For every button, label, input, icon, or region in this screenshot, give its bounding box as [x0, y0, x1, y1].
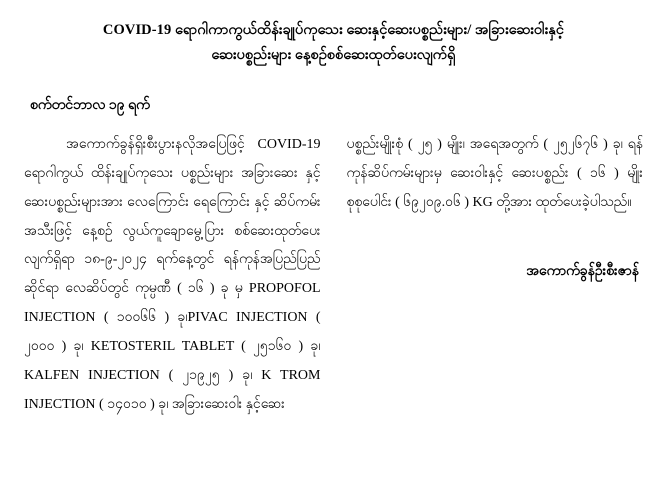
right-column [347, 131, 644, 419]
left-column-paragraph: အကောက်ခွန်ရှိးစီးပွားနလိုအပြေဖြင့် COVID-19 ရောဂါကွယ် ထိန်းချုပ်ကုသေး ပစ္စည်းများ အခြားဆေး နှင့် ဆေးပစ္စည်းများအား လေကြောင်း ရေကြောင်း နှင့် ဆိပ်ကမ်းအသီးဖြင့် နေ့စဥ် လွယ်ကူချောမွေ့ပြား စစ်ဆေးထုတ်ပေးလျက်ရှိရာ ၁၈-၉-၂၀၂၄ ရက်နေ့တွင် ရန်ကုန်အပြည်ပြည်ဆိုင်ရာ လေဆိပ်တွင် ကုမ္ပဏီ ( ၁၆ ) ခု မှ PROPOFOL INJECTION ( ၁၀၀၆၆ ) ခု၊PIVAC INJECTION ( ၂၀၀၀ ) ခု၊ KETOSTERIL TABLET ( ၂၅၁၆၀ ) ခု၊ KALFEN INJECTION ( ၂၁၉၂၅ ) ခု၊ K TROM INJECTION ( ၁၄၀၁၀ ) ခု၊ အခြားဆေးဝါး နှင့်ဆေး [24, 137, 321, 412]
right-column-paragraph: ပစ္စည်းမျိုးစုံ ( ၂၅ ) မျိုး၊ အရေအတွက် ( ၂၅၂၆၇၆ ) ခု၊ ရန်ကုန်ဆိပ်ကမ်းများမှ ဆေးဝါးနှင့် ဆေးပစ္စည်း ( ၁၆ ) မျိုး စုစုပေါင်း ( ၆၉၂၀၉.၀၆ ) KG တို့အား ထုတ်ပေးခဲ့ပါသည်။ [346, 137, 643, 210]
body-columns [24, 131, 643, 419]
page-title [28, 18, 640, 69]
title-line-1: COVID-19 ရောဂါကာကွယ်ထိန်းချုပ်ကုသေး ဆေးနှင့်ဆေးပစ္စည်းများ/ အခြားဆေးဝါးနှင့် [102, 22, 565, 38]
title-line-2: ဆေးပစ္စည်းများ နေ့စဥ်စစ်ဆေးထုတ်ပေးလျက်ရှိ [211, 47, 456, 64]
signature-line: အကောက်ခွန်ဦးစီးဇာန် [526, 263, 639, 279]
left-column [24, 131, 321, 419]
date-line: စက်တင်ဘာလ ၁၉ ရက် [30, 97, 150, 113]
